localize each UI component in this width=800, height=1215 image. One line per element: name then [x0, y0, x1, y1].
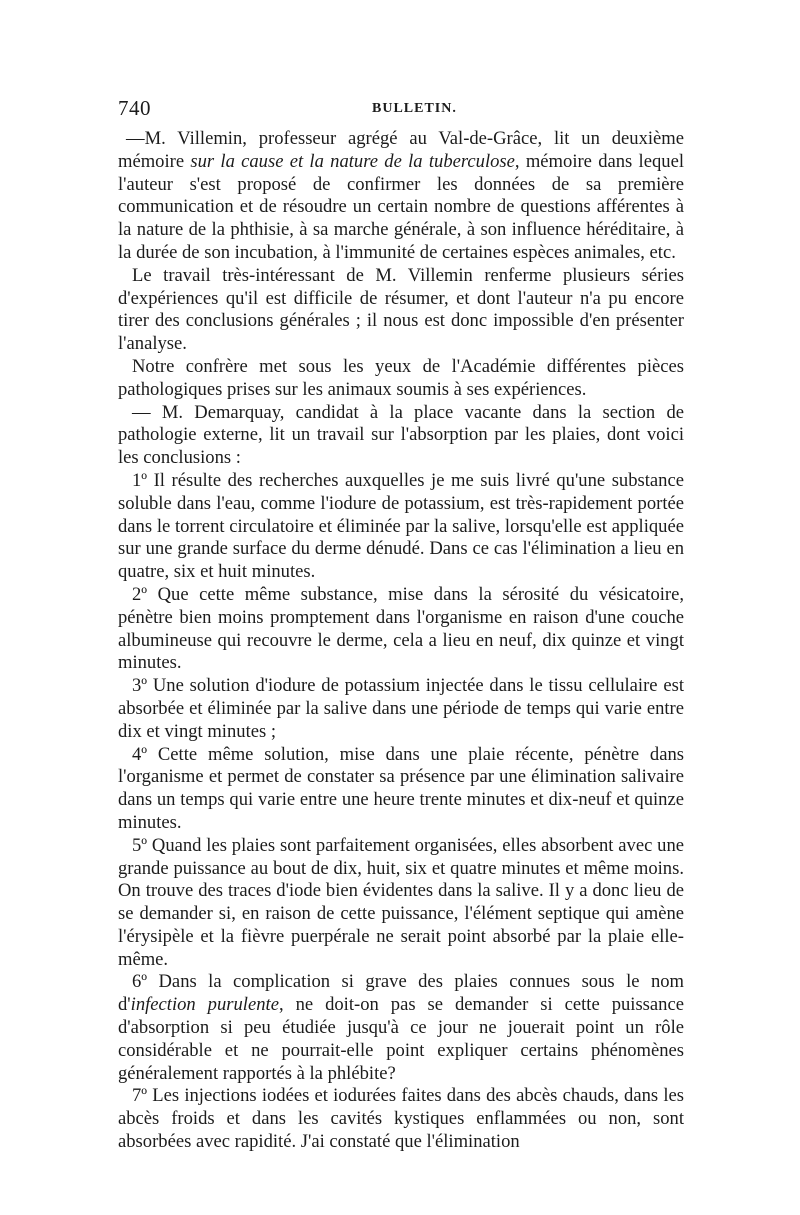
- text-run: 6º Dans la complication si grave des plaies connues sous le nom d': [118, 971, 684, 1016]
- text-run: 2º Que cette même substance, mise dans la sérosité du vésicatoire, pénètre bien moins promptement dans l'organisme en raison d'une couche albumineuse qui recouvre le derme, cela a lieu en neuf, dix quinze et vingt minutes.: [118, 583, 684, 674]
- conclusion-6: [118, 971, 684, 1085]
- text-run: —M. Villemin, professeur agrégé au Val-de-Grâce, lit un deuxième mémoire: [118, 128, 684, 172]
- paragraph-demarquay: [118, 402, 684, 470]
- conclusion-4: [118, 744, 684, 835]
- text-run: 5º Quand les plaies sont parfaitement organisées, elles absorbent avec une grande puissance au bout de dix, huit, six et quatre minutes et même moins. On trouve des traces d'iode bien évidentes dans la salive. Il y a donc lieu de se demander si, en raison de cette puissance, l'élément septique qui amène l'érysipèle et la fièvre puerpérale ne serait point absorbé par la plaie elle-même.: [118, 834, 684, 970]
- text-run: Le travail très-intéressant de M. Villemin renferme plusieurs séries d'expériences qu'il est difficile de résumer, et dont l'auteur n'a pu encore tirer des conclusions générales ; il nous est donc impossible d'en présenter l'analyse.: [118, 264, 684, 355]
- conclusion-7: [118, 1085, 684, 1153]
- conclusion-2: [118, 584, 684, 675]
- page-number: 740: [118, 96, 151, 120]
- text-run: 4º Cette même solution, mise dans une plaie récente, pénètre dans l'organisme et permet de constater sa présence par une élimination salivaire dans un temps qui varie entre une heure trente minutes et dix-neuf et quinze minutes.: [118, 743, 684, 833]
- italic-title: sur la cause et la nature de la tuberculose: [190, 150, 515, 172]
- body-text: [118, 128, 684, 1154]
- text-run: , ne doit-on pas se demander si cette puissance d'absorption si peu étudiée jusqu'à ce jour ne jouerait point un rôle considérable et ne pourrait-elle point expliquer certains phénomènes généralement rapportés à la phlébite?: [118, 994, 684, 1084]
- paragraph-villemin: [118, 128, 684, 265]
- conclusion-1: [118, 470, 684, 584]
- conclusion-5: [118, 835, 684, 972]
- paragraph-confrere: [118, 356, 684, 402]
- text-run: 7º Les injections iodées et iodurées faites dans des abcès chauds, dans les abcès froids et dans les cavités kystiques enflammées ou non, sont absorbées avec rapidité. J'ai constaté que l'élimination: [118, 1085, 684, 1153]
- text-run: Notre confrère met sous les yeux de l'Académie différentes pièces pathologiques prises sur les animaux soumis à ses expériences.: [118, 355, 684, 400]
- text-run: 3º Une solution d'iodure de potassium injectée dans le tissu cellulaire est absorbée et éliminée par la salive dans une période de temps qui varie entre dix et vingt minutes ;: [118, 675, 684, 742]
- running-head: [118, 96, 684, 124]
- text-run: 1º Il résulte des recherches auxquelles je me suis livré qu'une substance soluble dans l'eau, comme l'iodure de potassium, est très-rapidement portée dans le torrent circulatoire et éliminée par la salive, lorsqu'elle est appliquée sur une grande surface du derme dénudé. Dans ce cas l'élimination a lieu en quatre, six et huit minutes.: [118, 469, 684, 583]
- text-run: , mémoire dans lequel l'auteur s'est proposé de confirmer les données de sa première communication et de résoudre un certain nombre de questions afférentes à la nature de la phthisie, à sa marche générale, à son influence héréditaire, à la durée de son incubation, à l'immunité de certaines espèces animales, etc.: [118, 150, 684, 263]
- italic-term: infection purulente: [130, 994, 279, 1016]
- running-title: BULLETIN.: [372, 101, 457, 116]
- text-run: — M. Demarquay, candidat à la place vacante dans la section de pathologie externe, lit un travail sur l'absorption par les plaies, dont voici les conclusions :: [118, 401, 684, 469]
- paragraph-travail: [118, 265, 684, 356]
- conclusion-3: [118, 675, 684, 743]
